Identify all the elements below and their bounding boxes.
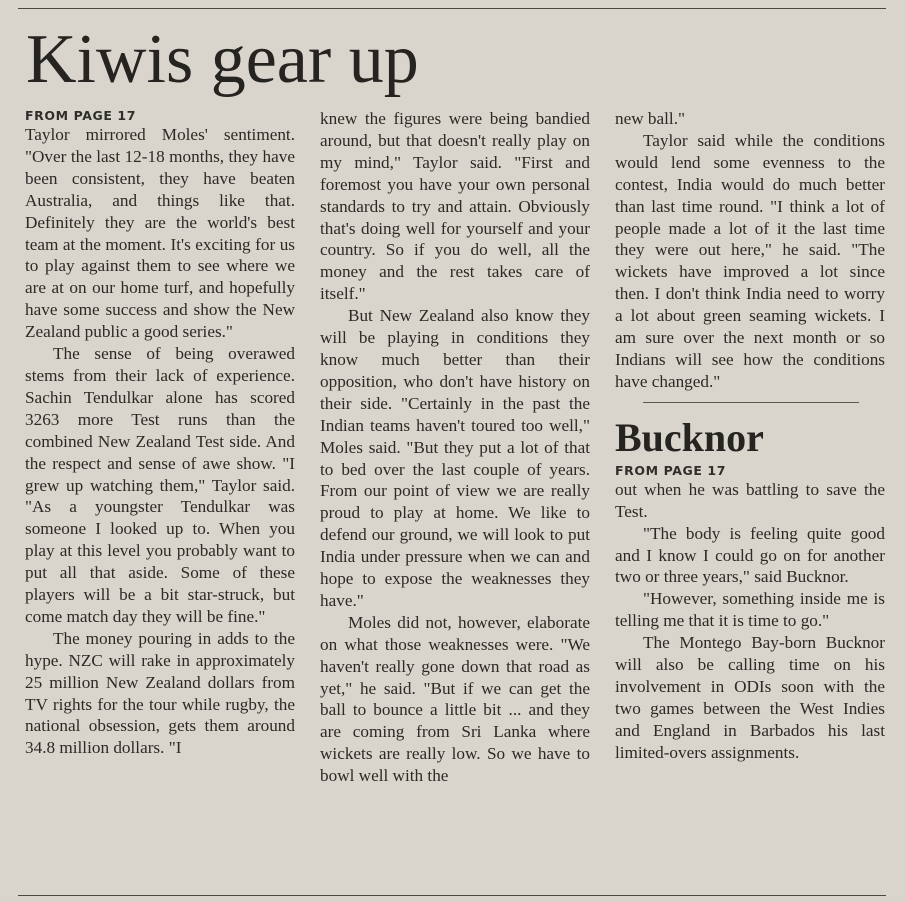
paragraph: The money pouring in adds to the hype. NZC will rake in approximately 25 million New Zealand dollars from TV rights for the tour while rugby, the national obsession, gets them around 34.8 million dollars. "I <box>25 628 295 758</box>
paragraph: The Montego Bay-born Bucknor will also be calling time on his involvement in ODIs soon with the two games between the West Indies and England in Barbados his last limited-overs assignments. <box>615 633 885 762</box>
subheadline: Bucknor <box>615 414 764 460</box>
headline: Kiwis gear up <box>26 21 419 98</box>
paragraph: Taylor said while the conditions would lend some evenness to the contest, India would do much better than last time round. "I think a lot of people made a lot of it the last time they were out here," he said. "The wickets have improved a lot since then. I don't think India need to worry a lot about green seaming wickets. I am sure over the next month or so Indians will see how the conditions have changed." <box>615 130 885 391</box>
paragraph: new ball." <box>615 109 686 128</box>
story-separator <box>643 402 859 403</box>
paragraph: out when he was battling to save the Test. <box>615 479 885 521</box>
paragraph: Taylor mirrored Moles' sentiment. "Over the last 12-18 months, they have been consistent, they have beaten Australia, and things like that. Definitely they are the world's best team at the moment. It's exciting for us to play against them to see where we are at on our home turf, and hopefully have some success and show the New Zealand public a good series." <box>25 125 295 342</box>
bottom-rule <box>18 895 886 896</box>
continued-from-label: FROM PAGE 17 <box>615 462 727 478</box>
paragraph: Moles did not, however, elaborate on what those weaknesses were. "We haven't really gone down that road as yet," he said. "But if we can get the ball to bounce a little bit ... and they are coming from Sri Lanka where wickets are really low. So we have to bowl well with the <box>320 612 590 786</box>
paragraph: knew the figures were being bandied around, but that doesn't really play on my mind," Taylor said. "First and foremost you have your own personal standards to try and attain. Obviously that's doing well for yourself and your country. So if you do well, all the money and the rest takes care of itself." <box>320 109 590 304</box>
top-rule <box>18 8 886 9</box>
paragraph: "The body is feeling quite good and I know I could go on for another two or three years," said Bucknor. <box>615 523 885 587</box>
paragraph: The sense of being overawed stems from their lack of experience. Sachin Tendulkar alone has scored 3263 more Test runs than the combined New Zealand Test side. And the respect and sense of awe show. "I grew up watching them," Taylor said. "As a youngster Tendulkar was someone I looked up to. When you play at this level you probably want to put all that aside. Some of these players will be a bit star-struck, but come match day they will be fine." <box>25 344 295 626</box>
paragraph: "However, something inside me is telling me that it is time to go." <box>615 589 885 631</box>
paragraph: But New Zealand also know they will be playing in conditions they know much better than their opposition, who don't have history on their side. "Certainly in the past the Indian teams haven't toured too well," Moles said. "But they put a lot of that to bed over the last couple of years. From our point of view we are really proud to play at home. We like to defend our ground, we will look to put India under pressure when we can and hope to expose the weaknesses they have." <box>320 306 590 610</box>
article-column-3 <box>615 108 885 764</box>
continued-from-label: FROM PAGE 17 <box>25 108 137 123</box>
article-column-2 <box>320 108 590 787</box>
article-column-1 <box>25 108 295 759</box>
